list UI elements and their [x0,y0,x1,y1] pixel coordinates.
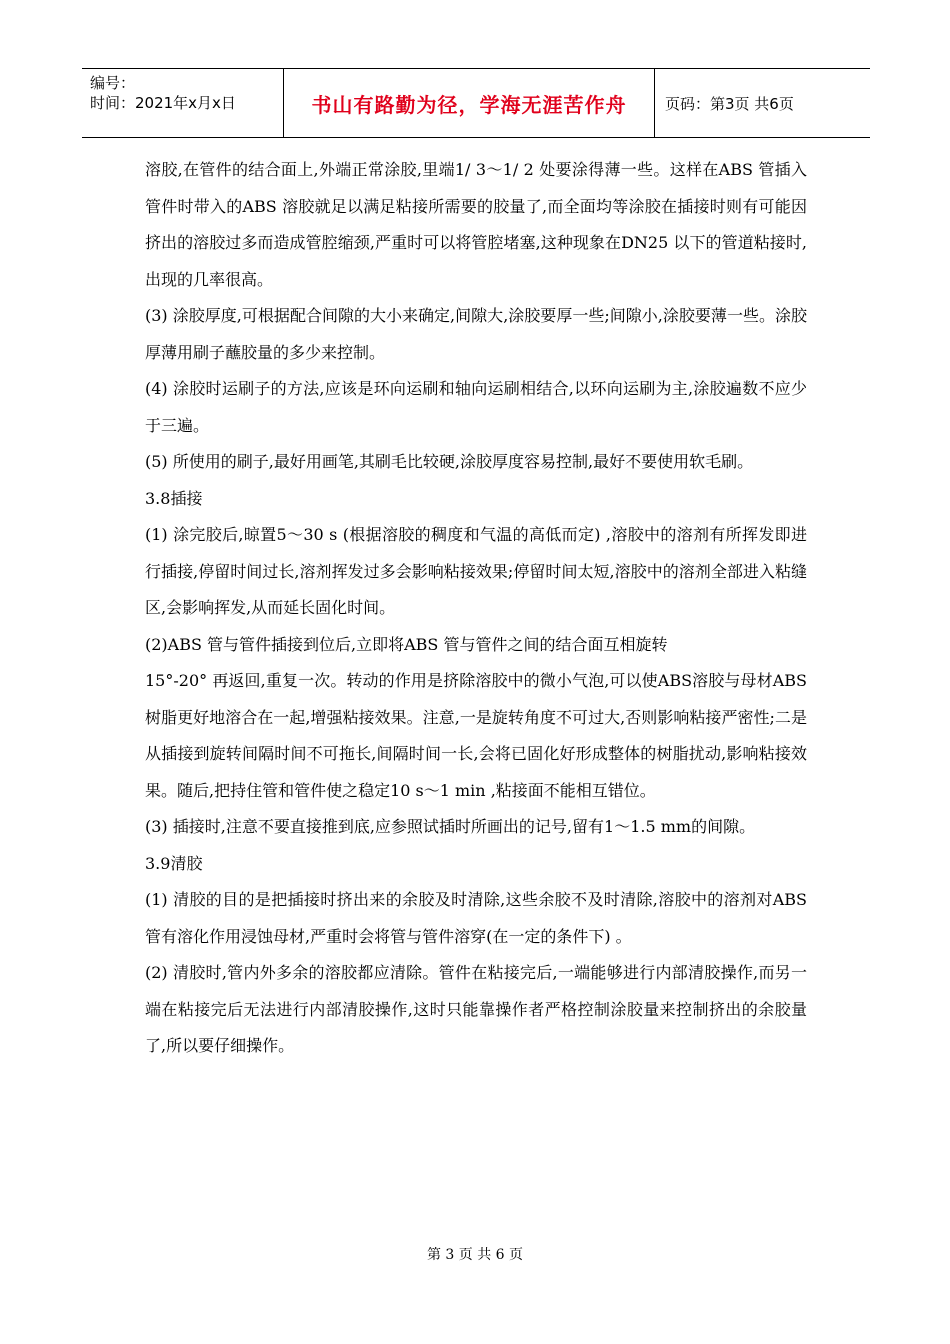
paragraph: (2)ABS 管与管件插接到位后,立即将ABS 管与管件之间的结合面互相旋转 [145,634,668,654]
page-footer: 第 3 页 共 6 页 [426,1247,524,1263]
document-body [145,152,807,1065]
section-heading: 3.9清胶 [145,853,203,873]
paragraph: 15°-20° 再返回,重复一次。转动的作用是挤除溶胶中的微小气泡,可以使ABS溶胶与母材ABS 树脂更好地溶合在一起,增强粘接效果。注意,一是旋转角度不可过大,否则影响粘接严密性;二是从插接到旋转间隔时间不可拖长,间隔时间一长,会将已固化好形成整体的树脂扰动,影响粘接效果。随后,把持住管和管件使之稳定10 s～1 min ,粘接面不能相互错位。 [145,671,807,800]
paragraph: (3) 插接时,注意不要直接推到底,应参照试插时所画出的记号,留有1～1.5 mm的间隙。 [145,817,756,836]
paragraph: (2) 清胶时,管内外多余的溶胶都应清除。管件在粘接完后,一端能够进行内部清胶操作,而另一端在粘接完后无法进行内部清胶操作,这时只能靠操作者严格控制涂胶量来控制挤出的余胶量了,所以要仔细操作。 [145,963,807,1055]
page-header [82,68,870,138]
section-heading: 3.8插接 [145,488,203,508]
header-left-cell [82,69,283,137]
header-motto: 书山有路勤为径，学海无涯苦作舟 [283,69,655,137]
paragraph: (1) 涂完胶后,晾置5～30 s (根据溶胶的稠度和气温的高低而定) ,溶胶中的溶剂有所挥发即进行插接,停留时间过长,溶剂挥发过多会影响粘接效果;停留时间太短,溶胶中的溶剂全部进入粘缝区,会影响挥发,从而延长固化时间。 [145,525,807,617]
paragraph: (4) 涂胶时运刷子的方法,应该是环向运刷和轴向运刷相结合,以环向运刷为主,涂胶遍数不应少于三遍。 [145,379,807,435]
paragraph: (1) 清胶的目的是把插接时挤出来的余胶及时清除,这些余胶不及时清除,溶胶中的溶剂对ABS管有溶化作用浸蚀母材,严重时会将管与管件溶穿(在一定的条件下) 。 [145,890,807,946]
paragraph: (5) 所使用的刷子,最好用画笔,其刷毛比较硬,涂胶厚度容易控制,最好不要使用软毛刷。 [145,452,754,471]
header-page-info: 页码：第3页 共6页 [665,94,794,113]
document-number-label: 编号： [90,74,136,92]
paragraph: (3) 涂胶厚度,可根据配合间隙的大小来确定,间隙大,涂胶要厚一些;间隙小,涂胶要薄一些。涂胶厚薄用刷子蘸胶量的多少来控制。 [145,306,807,362]
paragraph: 溶胶,在管件的结合面上,外端正常涂胶,里端1/ 3～1/ 2 处要涂得薄一些。这样在ABS 管插入管件时带入的ABS 溶胶就足以满足粘接所需要的胶量了,而全面均等涂胶在插接时则有可能因挤出的溶胶过多而造成管腔缩颈,严重时可以将管腔堵塞,这种现象在DN25 以下的管道粘接时,出现的几率很高。 [145,160,807,289]
document-date: 时间：2021年x月x日 [90,94,236,112]
